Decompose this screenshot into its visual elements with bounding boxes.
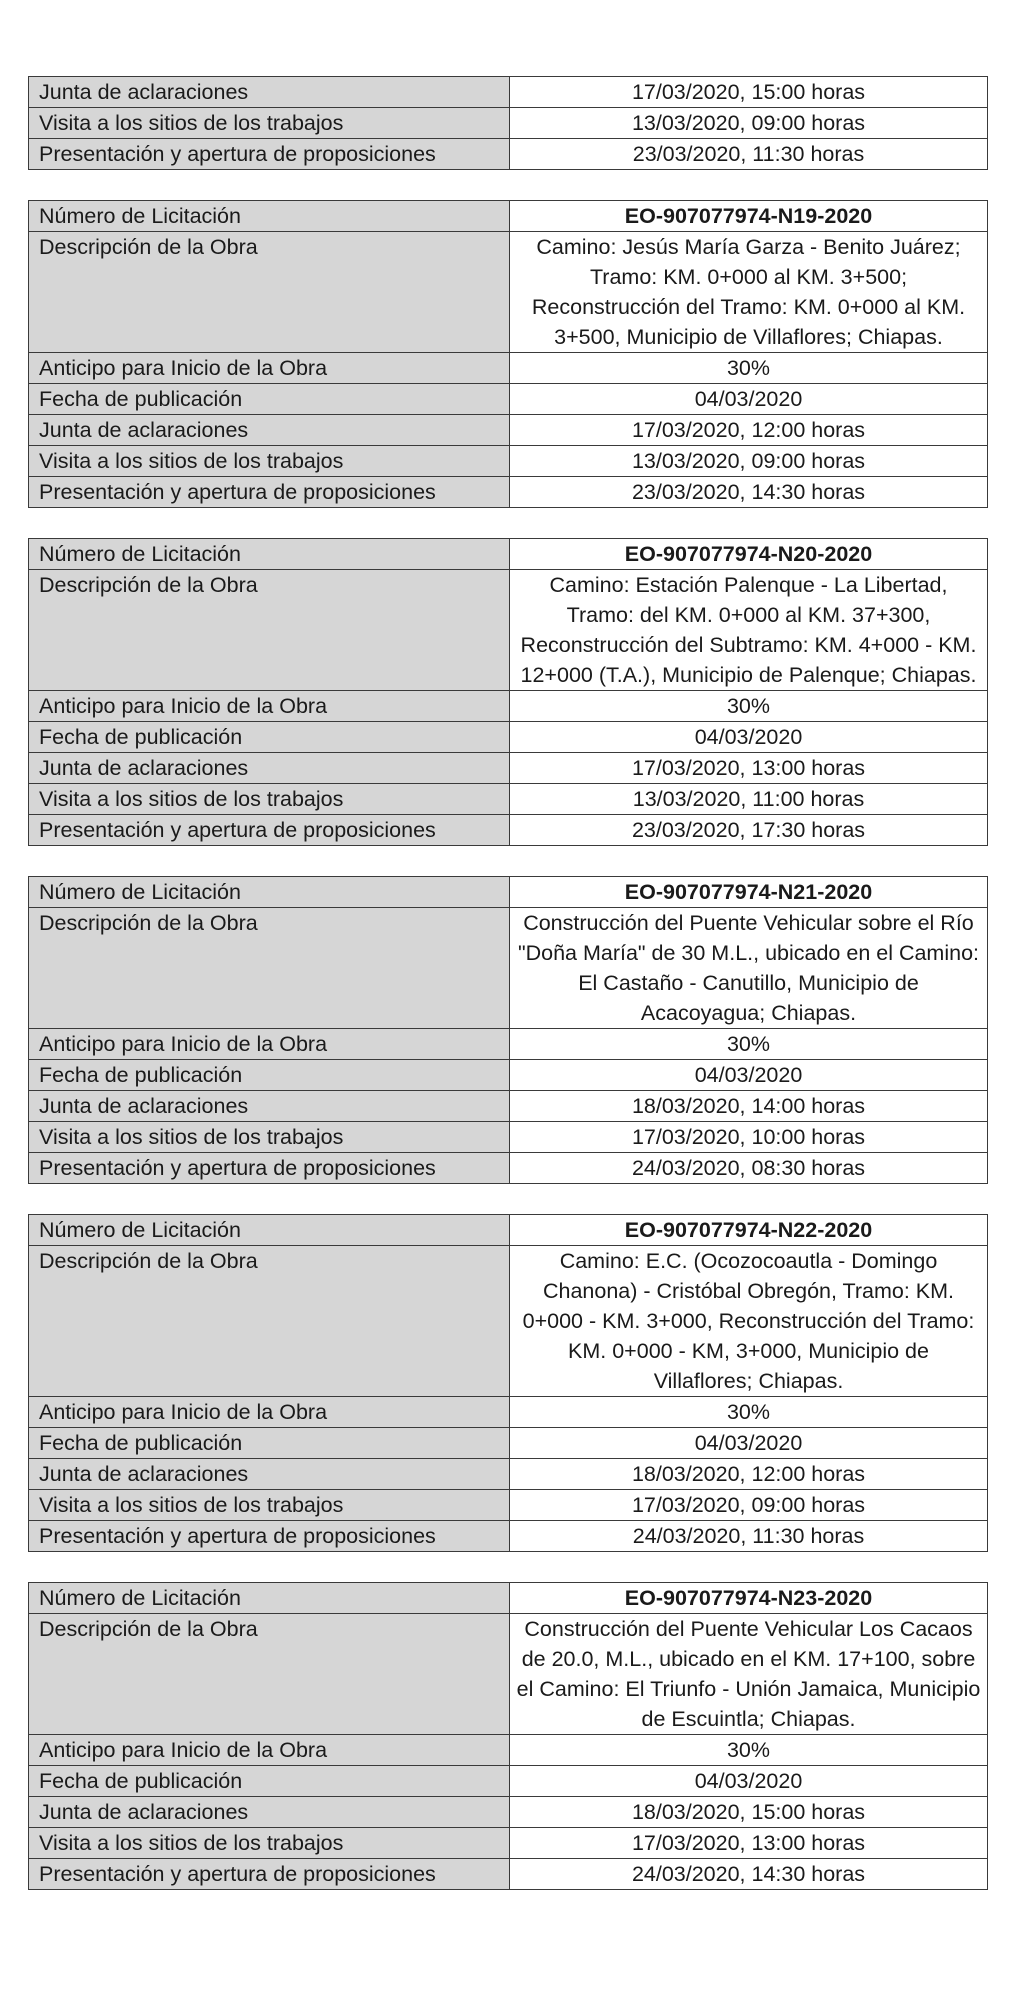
value-descripcion: Camino: Jesús María Garza - Benito Juárez; Tramo: KM. 0+000 al KM. 3+500; Reconstrucción del Tramo: KM. 0+000 al KM. 3+500, Municipio de Villaflores; Chiapas.: [510, 232, 988, 353]
table-row: [29, 1029, 988, 1060]
row-value: 23/03/2020, 11:30 horas: [510, 139, 988, 170]
table-row: [29, 908, 988, 1029]
licitacion-table-n19: [28, 200, 988, 508]
licitacion-table-n20: [28, 538, 988, 846]
value-presentacion: 24/03/2020, 14:30 horas: [510, 1859, 988, 1890]
table-row: [29, 722, 988, 753]
value-junta: 18/03/2020, 15:00 horas: [510, 1797, 988, 1828]
table-row: [29, 446, 988, 477]
label-anticipo: Anticipo para Inicio de la Obra: [29, 691, 510, 722]
value-fecha-publicacion: 04/03/2020: [510, 1766, 988, 1797]
label-junta: Junta de aclaraciones: [29, 415, 510, 446]
table-row: [29, 691, 988, 722]
value-visita: 17/03/2020, 09:00 horas: [510, 1490, 988, 1521]
value-presentacion: 24/03/2020, 11:30 horas: [510, 1521, 988, 1552]
table-row: [29, 1797, 988, 1828]
table-row: [29, 477, 988, 508]
table-row: [29, 1490, 988, 1521]
value-junta: 18/03/2020, 14:00 horas: [510, 1091, 988, 1122]
value-presentacion: 23/03/2020, 14:30 horas: [510, 477, 988, 508]
label-anticipo: Anticipo para Inicio de la Obra: [29, 353, 510, 384]
value-numero: EO-907077974-N23-2020: [510, 1583, 988, 1614]
label-junta: Junta de aclaraciones: [29, 753, 510, 784]
table-row: [29, 232, 988, 353]
label-fecha-publicacion: Fecha de publicación: [29, 1428, 510, 1459]
label-fecha-publicacion: Fecha de publicación: [29, 722, 510, 753]
label-presentacion: Presentación y apertura de proposiciones: [29, 815, 510, 846]
table-row: [29, 1246, 988, 1397]
label-visita: Visita a los sitios de los trabajos: [29, 1828, 510, 1859]
table-row: [29, 201, 988, 232]
label-visita: Visita a los sitios de los trabajos: [29, 446, 510, 477]
label-visita: Visita a los sitios de los trabajos: [29, 1490, 510, 1521]
table-row: [29, 877, 988, 908]
label-junta: Junta de aclaraciones: [29, 1797, 510, 1828]
label-descripcion: Descripción de la Obra: [29, 232, 510, 353]
licitacion-table-partial: [28, 76, 988, 170]
label-presentacion: Presentación y apertura de proposiciones: [29, 1521, 510, 1552]
table-row: [29, 1828, 988, 1859]
label-presentacion: Presentación y apertura de proposiciones: [29, 1859, 510, 1890]
row-label: Junta de aclaraciones: [29, 77, 510, 108]
table-row: [29, 108, 988, 139]
value-numero: EO-907077974-N20-2020: [510, 539, 988, 570]
table-row: [29, 1428, 988, 1459]
table-row: [29, 1735, 988, 1766]
row-value: 13/03/2020, 09:00 horas: [510, 108, 988, 139]
table-row: [29, 570, 988, 691]
label-descripcion: Descripción de la Obra: [29, 908, 510, 1029]
label-numero: Número de Licitación: [29, 201, 510, 232]
label-anticipo: Anticipo para Inicio de la Obra: [29, 1735, 510, 1766]
label-numero: Número de Licitación: [29, 1583, 510, 1614]
value-descripcion: Construcción del Puente Vehicular Los Cacaos de 20.0, M.L., ubicado en el KM. 17+100, sobre el Camino: El Triunfo - Unión Jamaica, Municipio de Escuintla; Chiapas.: [510, 1614, 988, 1735]
label-junta: Junta de aclaraciones: [29, 1091, 510, 1122]
table-row: [29, 1614, 988, 1735]
value-fecha-publicacion: 04/03/2020: [510, 384, 988, 415]
value-junta: 17/03/2020, 12:00 horas: [510, 415, 988, 446]
table-row: [29, 1397, 988, 1428]
table-row: [29, 77, 988, 108]
value-junta: 18/03/2020, 12:00 horas: [510, 1459, 988, 1490]
table-row: [29, 815, 988, 846]
value-visita: 17/03/2020, 13:00 horas: [510, 1828, 988, 1859]
table-row: [29, 1521, 988, 1552]
value-numero: EO-907077974-N22-2020: [510, 1215, 988, 1246]
table-row: [29, 1091, 988, 1122]
table-row: [29, 1153, 988, 1184]
label-numero: Número de Licitación: [29, 539, 510, 570]
value-presentacion: 23/03/2020, 17:30 horas: [510, 815, 988, 846]
table-row: [29, 1122, 988, 1153]
table-row: [29, 1060, 988, 1091]
table-row: [29, 1215, 988, 1246]
table-row: [29, 784, 988, 815]
label-numero: Número de Licitación: [29, 877, 510, 908]
value-anticipo: 30%: [510, 1397, 988, 1428]
table-row: [29, 1859, 988, 1890]
value-descripcion: Camino: Estación Palenque - La Libertad, Tramo: del KM. 0+000 al KM. 37+300, Reconstrucción del Subtramo: KM. 4+000 - KM. 12+000 (T.A.), Municipio de Palenque; Chiapas.: [510, 570, 988, 691]
table-row: [29, 1583, 988, 1614]
label-visita: Visita a los sitios de los trabajos: [29, 1122, 510, 1153]
label-presentacion: Presentación y apertura de proposiciones: [29, 477, 510, 508]
value-presentacion: 24/03/2020, 08:30 horas: [510, 1153, 988, 1184]
value-junta: 17/03/2020, 13:00 horas: [510, 753, 988, 784]
licitacion-table-n22: [28, 1214, 988, 1552]
label-descripcion: Descripción de la Obra: [29, 570, 510, 691]
licitacion-table-n23: [28, 1582, 988, 1890]
label-fecha-publicacion: Fecha de publicación: [29, 1060, 510, 1091]
value-fecha-publicacion: 04/03/2020: [510, 1060, 988, 1091]
value-visita: 13/03/2020, 09:00 horas: [510, 446, 988, 477]
value-fecha-publicacion: 04/03/2020: [510, 722, 988, 753]
label-fecha-publicacion: Fecha de publicación: [29, 384, 510, 415]
table-row: [29, 539, 988, 570]
row-label: Visita a los sitios de los trabajos: [29, 108, 510, 139]
label-presentacion: Presentación y apertura de proposiciones: [29, 1153, 510, 1184]
row-label: Presentación y apertura de proposiciones: [29, 139, 510, 170]
table-row: [29, 353, 988, 384]
table-row: [29, 139, 988, 170]
value-anticipo: 30%: [510, 1735, 988, 1766]
value-anticipo: 30%: [510, 691, 988, 722]
value-anticipo: 30%: [510, 353, 988, 384]
label-numero: Número de Licitación: [29, 1215, 510, 1246]
table-row: [29, 415, 988, 446]
table-row: [29, 1766, 988, 1797]
value-numero: EO-907077974-N21-2020: [510, 877, 988, 908]
value-descripcion: Construcción del Puente Vehicular sobre el Río "Doña María" de 30 M.L., ubicado en el Camino: El Castaño - Canutillo, Municipio de Acacoyagua; Chiapas.: [510, 908, 988, 1029]
value-anticipo: 30%: [510, 1029, 988, 1060]
label-descripcion: Descripción de la Obra: [29, 1246, 510, 1397]
value-numero: EO-907077974-N19-2020: [510, 201, 988, 232]
label-fecha-publicacion: Fecha de publicación: [29, 1766, 510, 1797]
document-body: [28, 76, 988, 1920]
label-junta: Junta de aclaraciones: [29, 1459, 510, 1490]
licitacion-table-n21: [28, 876, 988, 1184]
table-row: [29, 753, 988, 784]
label-visita: Visita a los sitios de los trabajos: [29, 784, 510, 815]
row-value: 17/03/2020, 15:00 horas: [510, 77, 988, 108]
label-descripcion: Descripción de la Obra: [29, 1614, 510, 1735]
label-anticipo: Anticipo para Inicio de la Obra: [29, 1029, 510, 1060]
table-row: [29, 384, 988, 415]
value-visita: 13/03/2020, 11:00 horas: [510, 784, 988, 815]
table-row: [29, 1459, 988, 1490]
label-anticipo: Anticipo para Inicio de la Obra: [29, 1397, 510, 1428]
value-fecha-publicacion: 04/03/2020: [510, 1428, 988, 1459]
value-descripcion: Camino: E.C. (Ocozocoautla - Domingo Chanona) - Cristóbal Obregón, Tramo: KM. 0+000 - KM. 3+000, Reconstrucción del Tramo: KM. 0+000 - KM, 3+000, Municipio de Villaflores; Chiapas.: [510, 1246, 988, 1397]
value-visita: 17/03/2020, 10:00 horas: [510, 1122, 988, 1153]
